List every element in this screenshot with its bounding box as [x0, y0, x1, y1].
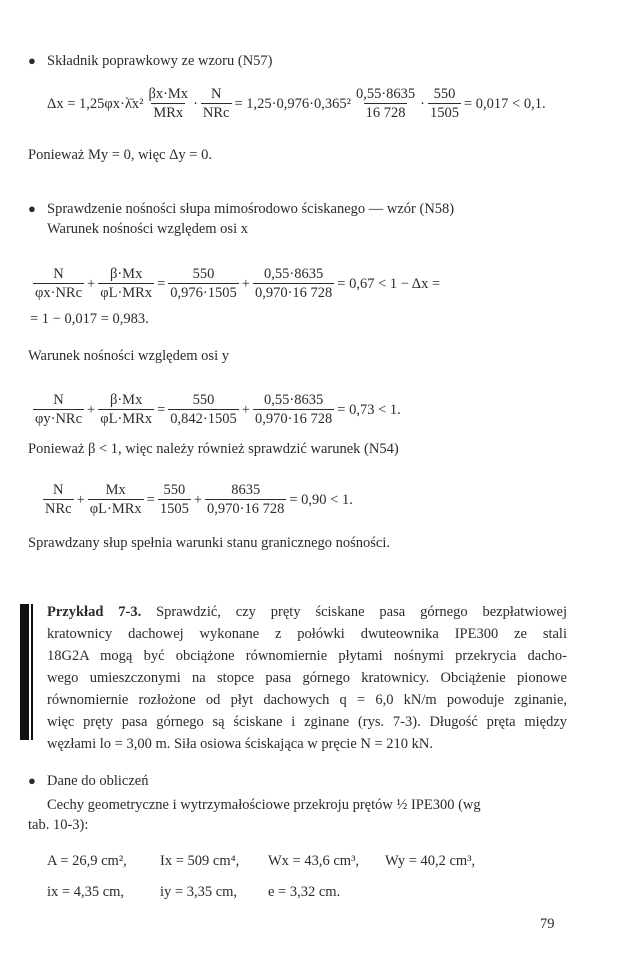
since-my: Ponieważ My = 0, więc Δy = 0. — [28, 147, 212, 163]
cond-x-rhs: = 0,67 < 1 − Δx = — [337, 275, 441, 292]
example-line-7: węzłami lo = 3,00 m. Siła osiowa ściskająca w pręcie N = 210 kN. — [47, 736, 434, 752]
data-line-2: tab. 10-3): — [28, 817, 89, 833]
n57-formula: Δx = 1,25φx·λ̄x² $\frac{\beta x\cdot Mx}{\text{MRx}}$ · $\frac{N}{\text{NRc}}$ = 1,25·0,976·0,365² $\frac{0,55\cdot 8635}{16 728}$ · $\frac{550}{1505}$ = 0,017 < 0,1. — [47, 86, 546, 121]
fraction: $\frac{\beta x\cdot Mx}{\text{MRx}}$ — [148, 86, 189, 121]
n54-rhs: = 0,90 < 1. — [289, 491, 353, 508]
fraction: $\frac{N}{\text{NRc}}$ — [202, 86, 230, 121]
bullet: ● — [28, 53, 36, 68]
conclusion: Sprawdzany słup spełnia warunki stanu granicznego nośności. — [28, 535, 391, 551]
props-wy: Wy = 40,2 cm³, — [385, 853, 476, 869]
props-e: e = 3,32 cm. — [268, 884, 341, 900]
cond-x-cont: = 1 − 0,017 = 0,983. — [30, 311, 149, 327]
fraction: $\frac{N}{\text{NRc}}$ — [45, 482, 72, 517]
example-marker-bar — [20, 604, 29, 740]
n58-heading: Sprawdzenie nośności słupa mimośrodowo ściskanego — wzór (N58) — [47, 201, 455, 217]
example-line-3: 18G2A mogą być obciążone równomiernie płytami nośnymi przekrycia dacho- — [47, 648, 567, 664]
example-title: Przykład 7-3. — [47, 604, 142, 620]
cond-y-formula: $\frac{N}{\text{φy·NRc}}$ + $\frac{\beta\cdot Mx}{\text{φL·MRx}}$ = $\frac{550}{0,842\cdot 1505}$ + $\frac{0,55\cdot 8635}{0,970\cdot 16 728}$ = 0,73 < 1. — [35, 392, 401, 427]
fraction: $\frac{\beta\cdot Mx}{\text{φL·MRx}}$ — [100, 392, 153, 427]
props-ix-radius: ix = 4,35 cm, — [47, 884, 125, 900]
n57-heading: Składnik poprawkowy ze wzoru (N57) — [47, 53, 273, 69]
example-line-2: kratownicy dachowej wykonane z połówki dwuteownika IPE300 ze stali — [47, 626, 567, 642]
since-beta: Ponieważ β < 1, więc należy również sprawdzić warunek (N54) — [28, 441, 399, 457]
n57-mid: = 1,25·0,976·0,365² — [234, 95, 351, 112]
props-a: A = 26,9 cm², — [47, 853, 127, 869]
fraction: $\frac{8635}{0,970\cdot 16 728}$ — [207, 482, 285, 517]
fraction: $\frac{0,55\cdot 8635}{0,970\cdot 16 728}$ — [254, 392, 333, 427]
fraction: $\frac{Mx}{\text{φL·MRx}}$ — [89, 482, 142, 517]
fraction: $\frac{0,55\cdot 8635}{0,970\cdot 16 728}$ — [254, 266, 333, 301]
props-iy-radius: iy = 3,35 cm, — [160, 884, 238, 900]
n57-rhs: = 0,017 < 0,1. — [464, 95, 546, 112]
fraction: $\frac{550}{0,842\cdot 1505}$ — [170, 392, 237, 427]
props-wx: Wx = 43,6 cm³, — [268, 853, 360, 869]
n57-lhs: Δx = 1,25φx·λ̄x² — [47, 95, 144, 112]
example-line-1: Przykład 7-3. Sprawdzić, czy pręty ściskane pasa górnego bezpłatwiowej — [47, 604, 567, 620]
fraction: $\frac{550}{1505}$ — [159, 482, 189, 517]
n54-formula: $\frac{N}{\text{NRc}}$ + $\frac{Mx}{\text{φL·MRx}}$ = $\frac{550}{1505}$ + $\frac{8635}{0,970\cdot 16 728}$ = 0,90 < 1. — [45, 482, 353, 517]
cond-x-heading: Warunek nośności względem osi x — [47, 221, 248, 237]
data-heading: Dane do obliczeń — [47, 773, 149, 789]
cond-y-rhs: = 0,73 < 1. — [337, 401, 401, 418]
page-number: 79 — [540, 916, 555, 932]
cond-x-formula: $\frac{N}{\text{φx·NRc}}$ + $\frac{\beta\cdot Mx}{\text{φL·MRx}}$ = $\frac{550}{0,976\cdot 1505}$ + $\frac{0,55\cdot 8635}{0,970\cdot 16 728}$ = 0,67 < 1 − Δx = — [35, 266, 441, 301]
example-line-4: wego umieszczonymi na stopce pasa górnego kratownicy. Obciążenie pionowe — [47, 670, 567, 686]
fraction: $\frac{550}{1505}$ — [430, 86, 459, 121]
props-ix: Ix = 509 cm⁴, — [160, 853, 240, 869]
fraction: $\frac{N}{\text{φy·NRc}}$ — [35, 392, 83, 427]
data-line-1: Cechy geometryczne i wytrzymałościowe przekroju prętów ½ IPE300 (wg — [47, 797, 481, 813]
bullet: ● — [28, 201, 36, 216]
example-marker-thin-bar — [31, 604, 33, 740]
fraction: $\frac{\beta\cdot Mx}{\text{φL·MRx}}$ — [100, 266, 153, 301]
example-line-5: równomiernie rozłożone od płyt dachowych q = 6,0 kN/m powoduje zginanie, — [47, 692, 567, 708]
fraction: $\frac{550}{0,976\cdot 1505}$ — [170, 266, 237, 301]
cond-y-heading: Warunek nośności względem osi y — [28, 348, 229, 364]
example-line-6: więc pręty pasa górnego są ściskane i zginane (rys. 7-3). Długość pręta między — [47, 714, 567, 730]
bullet: ● — [28, 773, 36, 788]
fraction: $\frac{0,55\cdot 8635}{16 728}$ — [355, 86, 416, 121]
fraction: $\frac{N}{\text{φx·NRc}}$ — [35, 266, 83, 301]
